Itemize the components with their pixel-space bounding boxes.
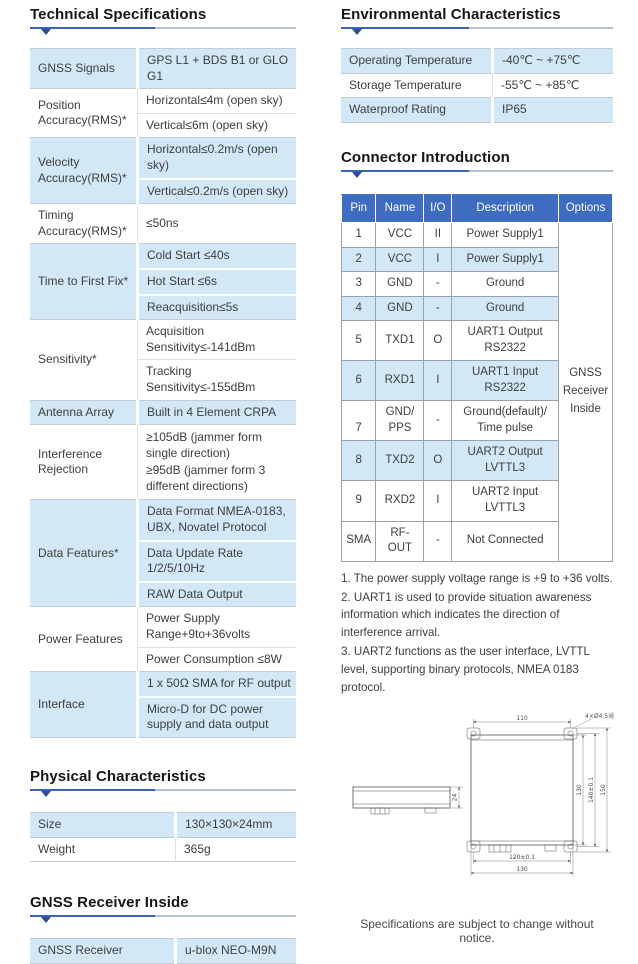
spec-value: 1 x 50Ω SMA for RF output bbox=[138, 672, 297, 697]
description-cell: Ground bbox=[452, 272, 559, 297]
spec-value: 365g bbox=[176, 837, 297, 862]
spec-value: Power Consumption ≤8W bbox=[138, 647, 297, 672]
pin-cell: 3 bbox=[342, 272, 376, 297]
description-cell: UART2 Input LVTTL3 bbox=[452, 481, 559, 521]
name-cell: RXD2 bbox=[376, 481, 424, 521]
section-rule bbox=[30, 915, 296, 924]
table-row bbox=[30, 813, 296, 838]
table-row bbox=[30, 244, 296, 269]
section-title-environmental: Environmental Characteristics bbox=[341, 6, 561, 23]
gnss-receiver-table bbox=[30, 938, 296, 964]
io-cell: - bbox=[424, 521, 452, 561]
dimension-label-hole-callout: 4×Ø4.5通 bbox=[585, 713, 615, 721]
table-row bbox=[341, 49, 613, 74]
column-header-options: Options bbox=[559, 194, 613, 223]
table-row bbox=[30, 89, 296, 114]
spec-label: Sensitivity* bbox=[30, 320, 138, 400]
spec-value: Reacquisition≤5s bbox=[138, 295, 297, 320]
dimension-label-width-inner: 120±0.1 bbox=[508, 854, 536, 862]
pin-cell: 7 bbox=[342, 401, 376, 441]
table-row bbox=[342, 223, 613, 248]
pin-cell: 8 bbox=[342, 441, 376, 481]
io-cell: O bbox=[424, 321, 452, 361]
section-title-connector: Connector Introduction bbox=[341, 148, 510, 166]
io-cell: - bbox=[424, 401, 452, 441]
spec-label: Power Features bbox=[30, 607, 138, 672]
section-title-technical: Technical Specifications bbox=[30, 6, 207, 23]
spec-value: Horizontal≤4m (open sky) bbox=[138, 89, 297, 114]
pin-cell: 4 bbox=[342, 296, 376, 321]
spec-label: Storage Temperature bbox=[341, 73, 493, 98]
column-header-pin: Pin bbox=[342, 194, 376, 223]
table-row bbox=[30, 607, 296, 647]
rule-triangle-icon bbox=[41, 29, 51, 35]
spec-label: Velocity Accuracy(RMS)* bbox=[30, 138, 138, 204]
spec-value: -55℃ ~ +85℃ bbox=[493, 73, 614, 98]
spec-value: Hot Start ≤6s bbox=[138, 269, 297, 295]
right-column bbox=[341, 6, 613, 945]
note-line: 1. The power supply voltage range is +9 to +36 volts. bbox=[341, 571, 613, 585]
name-cell: GND bbox=[376, 296, 424, 321]
spec-value-line: ≥95dB (jammer form 3 different directions) bbox=[146, 463, 266, 493]
spec-label: Interference Rejection bbox=[30, 425, 138, 500]
section-rule bbox=[341, 27, 613, 36]
pin-cell: 9 bbox=[342, 481, 376, 521]
pin-cell: SMA bbox=[342, 521, 376, 561]
table-row bbox=[30, 425, 296, 500]
spec-label: Size bbox=[30, 813, 176, 838]
spec-value: Vertical≤6m (open sky) bbox=[138, 113, 297, 138]
pin-cell: 6 bbox=[342, 361, 376, 401]
note-line: 2. UART1 is used to provide situation awareness information which indicates the direction of interference arrival. bbox=[341, 590, 592, 640]
note-line: 3. UART2 functions as the user interface, LVTTL level, supporting binary protocols, NMEA 0183 protocol. bbox=[341, 645, 590, 695]
description-cell: Ground bbox=[452, 296, 559, 321]
spec-value: Micro-D for DC power supply and data output bbox=[138, 697, 297, 738]
rule-triangle-icon bbox=[41, 791, 51, 797]
pin-cell: 2 bbox=[342, 247, 376, 272]
top-view bbox=[467, 712, 614, 876]
dimension-label-height-outer: 150 bbox=[600, 784, 607, 797]
spec-label: Antenna Array bbox=[30, 400, 138, 425]
description-cell: UART1 Output RS2322 bbox=[452, 321, 559, 361]
table-row bbox=[30, 500, 296, 541]
io-cell: I bbox=[424, 247, 452, 272]
environmental-table bbox=[341, 48, 613, 123]
column-header-name: Name bbox=[376, 194, 424, 223]
rule-triangle-icon bbox=[41, 917, 51, 923]
section-title-gnss-receiver: GNSS Receiver Inside bbox=[30, 894, 189, 912]
spec-value: 130×130×24mm bbox=[176, 813, 297, 838]
dimension-label-side-height: 24 bbox=[451, 794, 459, 802]
spec-value: Tracking Sensitivity≤-155dBm bbox=[138, 360, 297, 400]
options-cell: GNSS Receiver Inside bbox=[559, 223, 613, 561]
name-cell: GND/ PPS bbox=[376, 401, 424, 441]
spec-label: Data Features* bbox=[30, 500, 138, 607]
rule-triangle-icon bbox=[352, 29, 362, 35]
spec-label: Timing Accuracy(RMS)* bbox=[30, 204, 138, 244]
section-rule bbox=[30, 789, 296, 798]
rule-triangle-icon bbox=[352, 172, 362, 178]
mechanical-drawing bbox=[341, 711, 613, 901]
io-cell: I bbox=[424, 481, 452, 521]
description-cell: Not Connected bbox=[452, 521, 559, 561]
description-cell: Ground(default)/ Time pulse bbox=[452, 401, 559, 441]
spec-value-line: ≥105dB (jammer form single direction) bbox=[146, 430, 262, 460]
spec-value: Acquisition Sensitivity≤-141dBm bbox=[138, 320, 297, 360]
connector-pinout-table bbox=[341, 194, 613, 562]
table-row bbox=[30, 400, 296, 425]
table-row bbox=[341, 98, 613, 123]
spec-value: GPS L1 + BDS B1 or GLO G1 bbox=[138, 49, 297, 89]
name-cell: RXD1 bbox=[376, 361, 424, 401]
left-column bbox=[30, 6, 296, 964]
dimension-label-width-outer: 130 bbox=[516, 866, 528, 874]
section-rule bbox=[341, 170, 613, 179]
spec-value: ≤50ns bbox=[138, 204, 297, 244]
spec-label: Time to First Fix* bbox=[30, 244, 138, 320]
io-cell: - bbox=[424, 296, 452, 321]
description-cell: Power Supply1 bbox=[452, 223, 559, 248]
name-cell: VCC bbox=[376, 247, 424, 272]
io-cell: - bbox=[424, 272, 452, 297]
spec-label: Position Accuracy(RMS)* bbox=[30, 89, 138, 138]
spec-value: Horizontal≤0.2m/s (open sky) bbox=[138, 138, 297, 179]
section-rule bbox=[30, 27, 296, 36]
table-row bbox=[30, 49, 296, 89]
name-cell: GND bbox=[376, 272, 424, 297]
io-cell: II bbox=[424, 223, 452, 248]
table-row bbox=[30, 138, 296, 179]
table-row bbox=[30, 672, 296, 697]
spec-label: Interface bbox=[30, 672, 138, 738]
spec-label: GNSS Signals bbox=[30, 49, 138, 89]
connector-notes bbox=[341, 570, 613, 698]
description-cell: Power Supply1 bbox=[452, 247, 559, 272]
technical-specs-table bbox=[30, 48, 296, 738]
table-row bbox=[30, 204, 296, 244]
name-cell: VCC bbox=[376, 223, 424, 248]
spec-value: Data Format NMEA-0183, UBX, Novatel Protocol bbox=[138, 500, 297, 541]
name-cell: RF-OUT bbox=[376, 521, 424, 561]
spec-label: Operating Temperature bbox=[341, 49, 493, 74]
dimension-drawing-svg bbox=[341, 711, 631, 896]
spec-label: Waterproof Rating bbox=[341, 98, 493, 123]
name-cell: TXD2 bbox=[376, 441, 424, 481]
io-cell: O bbox=[424, 441, 452, 481]
section-title-physical: Physical Characteristics bbox=[30, 768, 206, 785]
table-row bbox=[30, 837, 296, 862]
dimension-label-height-inner: 130 bbox=[576, 784, 583, 797]
spec-value: Cold Start ≤40s bbox=[138, 244, 297, 269]
spec-value: Data Update Rate 1/2/5/10Hz bbox=[138, 541, 297, 582]
pin-cell: 1 bbox=[342, 223, 376, 248]
spec-value bbox=[138, 425, 297, 500]
pin-cell: 5 bbox=[342, 321, 376, 361]
description-cell: UART1 Input RS2322 bbox=[452, 361, 559, 401]
dimension-label-height-mid: 140±0.1 bbox=[588, 777, 595, 804]
physical-characteristics-table bbox=[30, 812, 296, 862]
spec-value: Vertical≤0.2m/s (open sky) bbox=[138, 179, 297, 204]
description-cell: UART2 Output LVTTL3 bbox=[452, 441, 559, 481]
spec-value: -40℃ ~ +75℃ bbox=[493, 49, 614, 74]
io-cell: I bbox=[424, 361, 452, 401]
spec-value: Built in 4 Element CRPA bbox=[138, 400, 297, 425]
spec-value: RAW Data Output bbox=[138, 582, 297, 607]
table-header-row bbox=[342, 194, 613, 223]
spec-value: IP65 bbox=[493, 98, 614, 123]
table-row bbox=[30, 320, 296, 360]
table-row bbox=[341, 73, 613, 98]
table-row bbox=[30, 939, 296, 964]
name-cell: TXD1 bbox=[376, 321, 424, 361]
dimension-label-top-width: 110 bbox=[516, 715, 528, 723]
column-header-description: Description bbox=[452, 194, 559, 223]
spec-label: Weight bbox=[30, 837, 176, 862]
spec-value: u-blox NEO-M9N bbox=[176, 939, 297, 964]
column-header-io: I/O bbox=[424, 194, 452, 223]
side-view bbox=[353, 787, 463, 814]
spec-value: Power Supply Range+9to+36volts bbox=[138, 607, 297, 647]
footer-disclaimer: Specifications are subject to change without notice. bbox=[360, 917, 594, 946]
spec-label: GNSS Receiver bbox=[30, 939, 176, 964]
